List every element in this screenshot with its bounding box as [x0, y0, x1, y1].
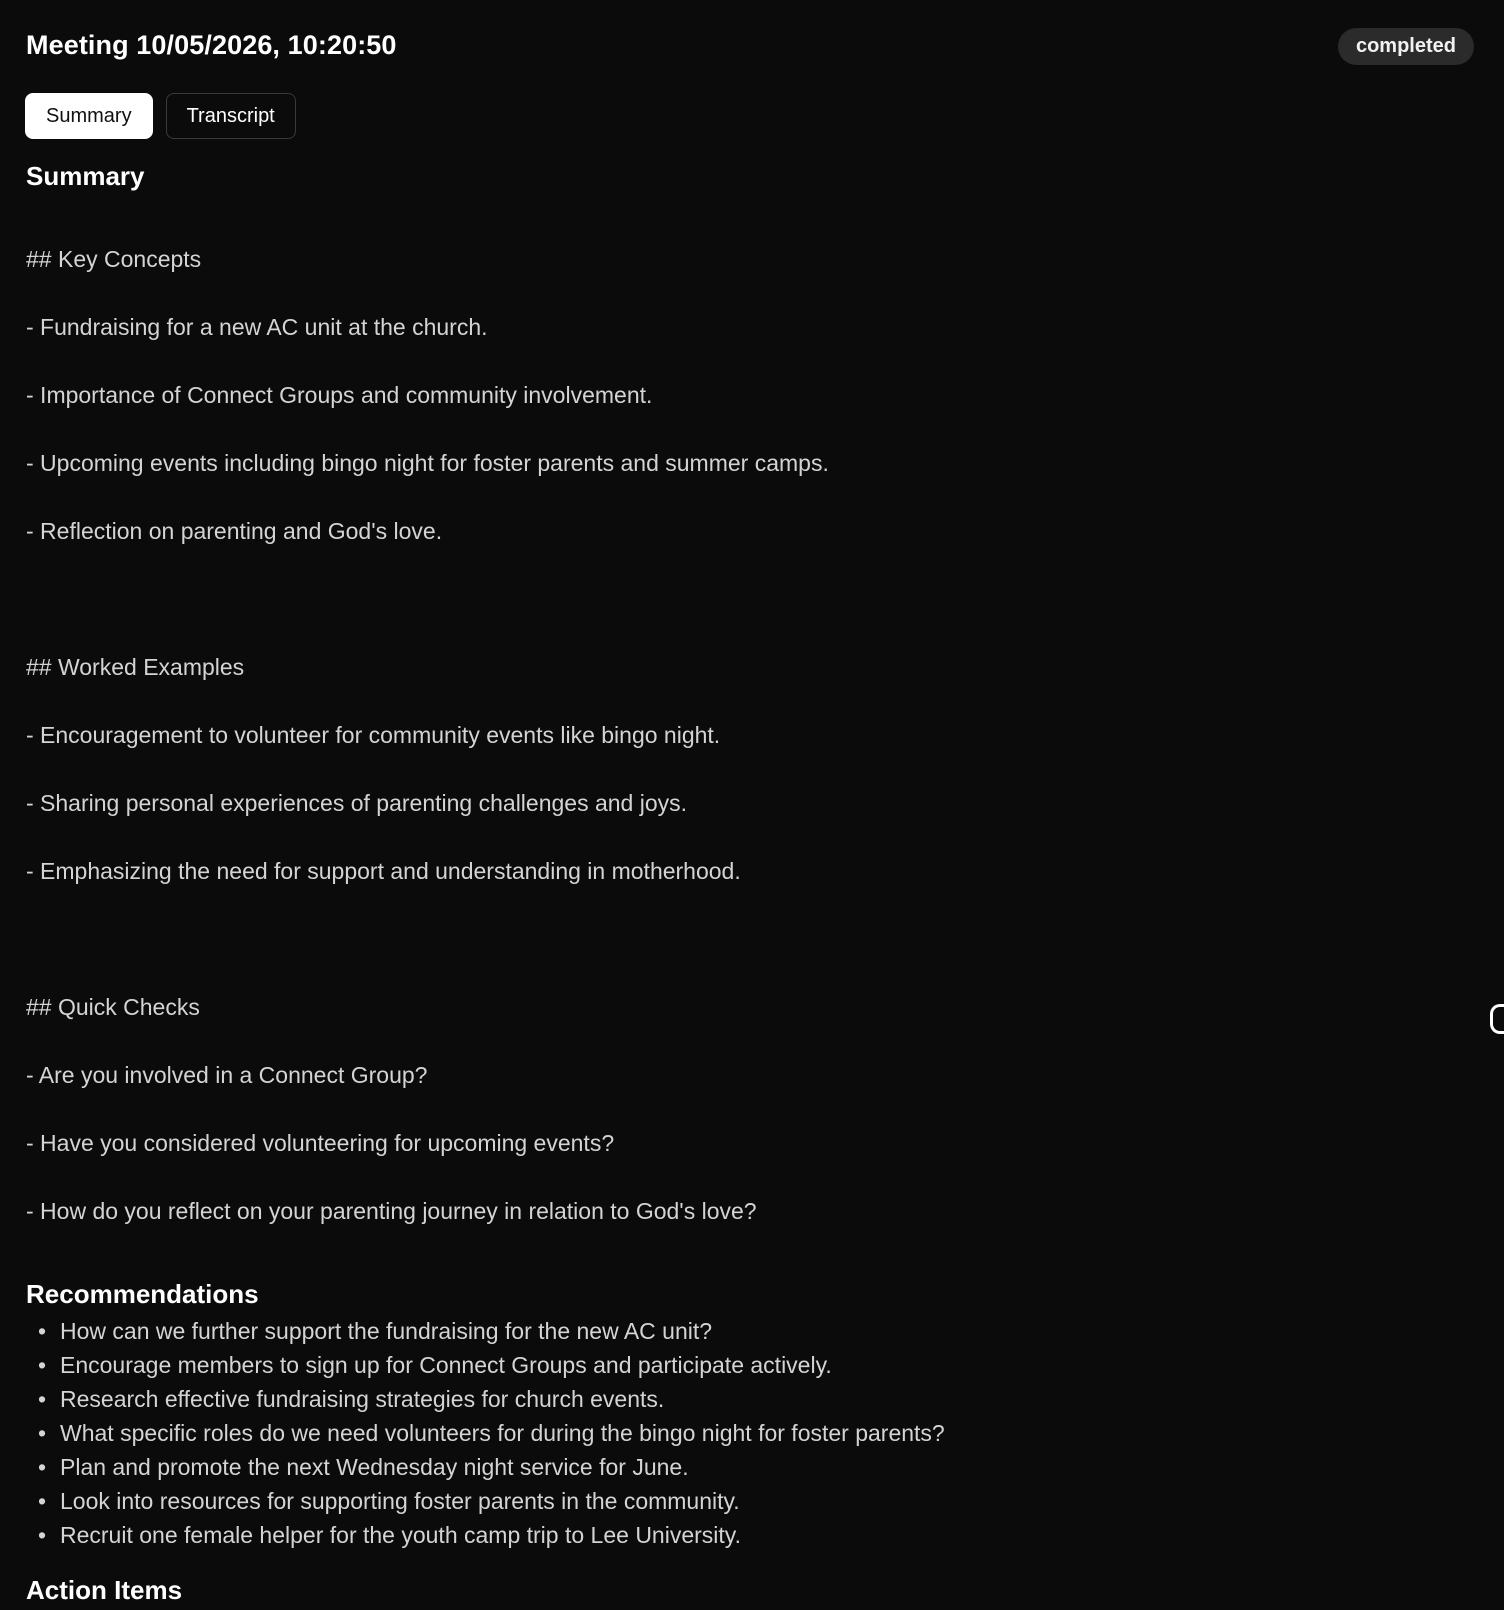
- bullet-icon: •: [38, 1522, 47, 1548]
- summary-line: - Upcoming events including bingo night for foster parents and summer camps.: [26, 450, 829, 476]
- summary-blank-line: [26, 922, 1466, 956]
- summary-line: - How do you reflect on your parenting journey in relation to God's love?: [26, 1198, 757, 1224]
- meeting-header: [26, 28, 1474, 68]
- summary-line: - Importance of Connect Groups and community involvement.: [26, 382, 653, 408]
- summary-line: ## Worked Examples: [26, 654, 245, 680]
- bullet-icon: •: [38, 1352, 47, 1378]
- recommendations-list: [26, 1314, 1466, 1552]
- tab-transcript[interactable]: Transcript: [166, 93, 296, 139]
- meeting-content: [26, 156, 1466, 1610]
- tab-bar: [25, 93, 296, 139]
- recommendation-item: [26, 1348, 1466, 1382]
- recommendation-text: Research effective fundraising strategies for church events.: [60, 1386, 665, 1412]
- recommendation-item: [26, 1382, 1466, 1416]
- bullet-icon: •: [38, 1420, 47, 1446]
- recommendation-text: What specific roles do we need volunteers for during the bingo night for foster parents?: [60, 1420, 945, 1446]
- bullet-icon: •: [38, 1454, 47, 1480]
- tab-summary[interactable]: Summary: [25, 93, 153, 139]
- bullet-icon: •: [38, 1386, 47, 1412]
- chat-bubble-icon[interactable]: [1490, 1004, 1504, 1034]
- page-title: Meeting 10/05/2026, 10:20:50: [26, 30, 397, 60]
- recommendation-text: Look into resources for supporting foster parents in the community.: [60, 1488, 740, 1514]
- action-items-heading: Action Items: [26, 1575, 183, 1605]
- status-badge: completed: [1338, 28, 1474, 65]
- summary-line: - Sharing personal experiences of parenting challenges and joys.: [26, 790, 688, 816]
- summary-body: [26, 208, 1466, 1262]
- summary-line: - Reflection on parenting and God's love.: [26, 518, 443, 544]
- bullet-icon: •: [38, 1488, 47, 1514]
- recommendations-heading: Recommendations: [26, 1279, 259, 1309]
- recommendation-item: [26, 1518, 1466, 1552]
- recommendation-item: [26, 1484, 1466, 1518]
- recommendation-item: [26, 1450, 1466, 1484]
- summary-line: - Have you considered volunteering for upcoming events?: [26, 1130, 615, 1156]
- summary-blank-line: [26, 582, 1466, 616]
- recommendation-text: Recruit one female helper for the youth camp trip to Lee University.: [60, 1522, 741, 1548]
- recommendation-item: [26, 1416, 1466, 1450]
- summary-line: - Emphasizing the need for support and understanding in motherhood.: [26, 858, 741, 884]
- summary-line: ## Quick Checks: [26, 994, 200, 1020]
- summary-line: - Are you involved in a Connect Group?: [26, 1062, 428, 1088]
- summary-line: - Fundraising for a new AC unit at the church.: [26, 314, 488, 340]
- bullet-icon: •: [38, 1318, 47, 1344]
- recommendation-text: Plan and promote the next Wednesday night service for June.: [60, 1454, 689, 1480]
- summary-heading: Summary: [26, 161, 145, 191]
- summary-line: - Encouragement to volunteer for community events like bingo night.: [26, 722, 721, 748]
- summary-line: ## Key Concepts: [26, 246, 202, 272]
- recommendation-text: How can we further support the fundraising for the new AC unit?: [60, 1318, 713, 1344]
- recommendation-text: Encourage members to sign up for Connect Groups and participate actively.: [60, 1352, 832, 1378]
- recommendation-item: [26, 1314, 1466, 1348]
